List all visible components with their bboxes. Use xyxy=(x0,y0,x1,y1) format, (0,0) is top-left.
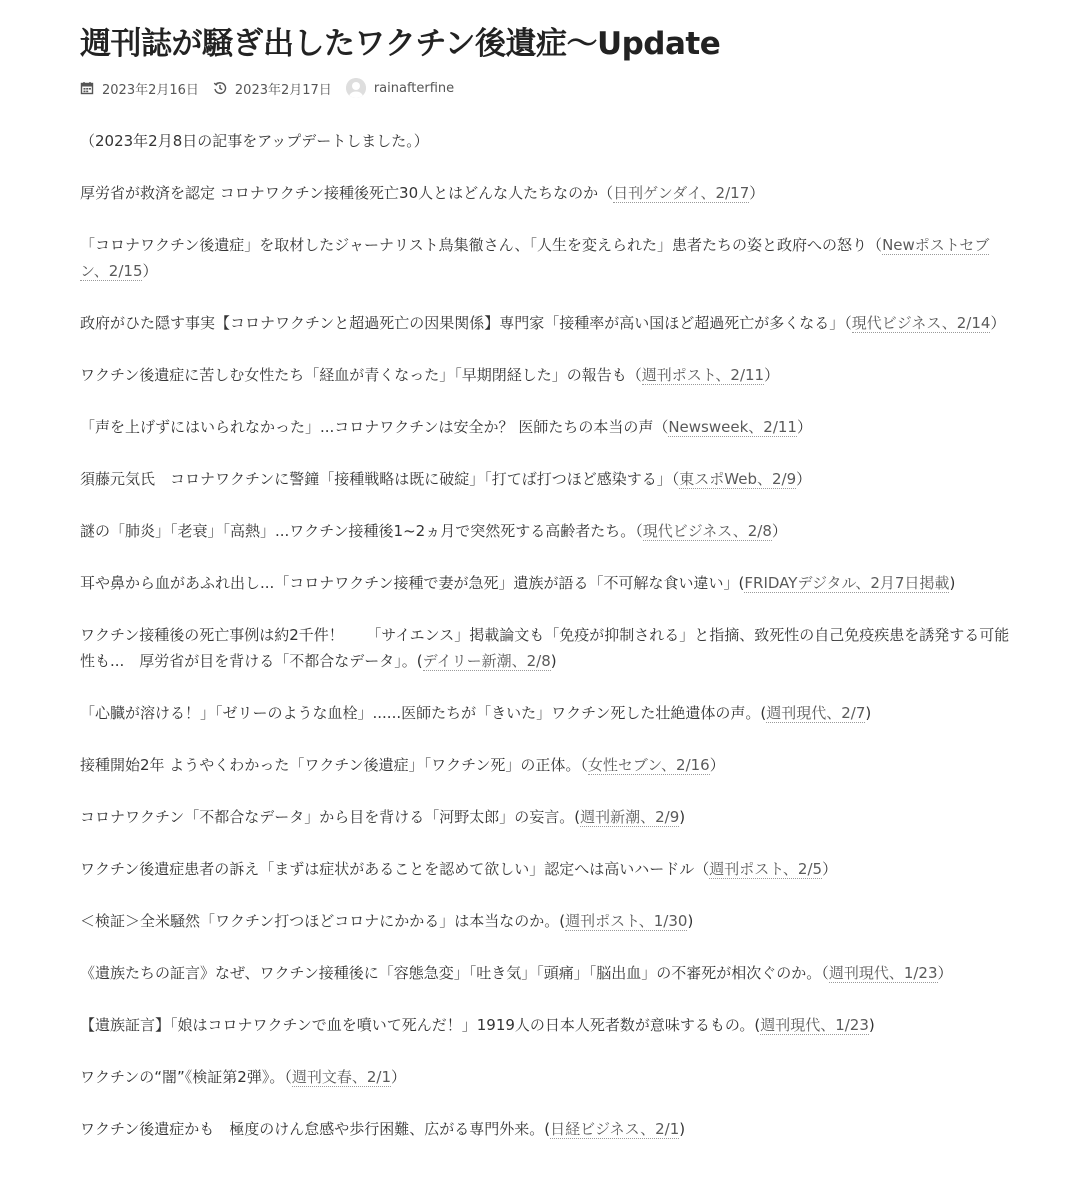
article-paragraph xyxy=(80,518,1012,544)
article-paragraph xyxy=(80,908,1012,934)
source-link[interactable]: 週刊ポスト、2/11 xyxy=(641,366,765,384)
paragraph-tail: ） xyxy=(796,470,812,488)
paragraph-tail: ） xyxy=(764,366,780,384)
article-paragraph xyxy=(80,414,1012,440)
paragraph-text: 【遺族証言】「娘はコロナワクチンで血を噴いて死んだ！」1919人の日本人死者数が意味するもの。( xyxy=(80,1016,761,1034)
paragraph-text: 政府がひた隠す事実【コロナワクチンと超過死亡の因果関係】専門家「接種率が高い国ほど超過死亡が多くなる」（ xyxy=(80,314,852,332)
paragraph-tail: ) xyxy=(550,652,557,670)
updated-date-text: 2023年2月17日 xyxy=(234,82,332,98)
source-link[interactable]: 週刊文春、2/1 xyxy=(291,1068,391,1086)
paragraph-tail: ) xyxy=(679,1120,686,1138)
published-date[interactable] xyxy=(80,79,199,98)
post-meta xyxy=(80,78,468,98)
paragraph-text: ワクチン接種後の死亡事例は約2千件！ 「サイエンス」掲載論文も「免疫が抑制される」と指摘、致死性の自己免疫疾患を誘発する可能性も... 厚労省が目を背ける「不都合なデータ」。( xyxy=(80,626,1010,670)
article-content xyxy=(80,128,1012,1168)
source-link[interactable]: 週刊ポスト、2/5 xyxy=(709,860,823,878)
paragraph-tail: ） xyxy=(822,860,838,878)
article-paragraph xyxy=(80,804,1012,830)
published-date-text: 2023年2月16日 xyxy=(102,82,199,98)
paragraph-text: （2023年2月8日の記事をアップデートしました。） xyxy=(80,132,429,150)
paragraph-text: ワクチン後遺症に苦しむ女性たち「経血が青くなった」「早期閉経した」の報告も（ xyxy=(80,366,642,384)
source-link[interactable]: 週刊新潮、2/9 xyxy=(580,808,680,826)
source-link[interactable]: 日経ビジネス、2/1 xyxy=(550,1120,680,1138)
article-paragraph xyxy=(80,466,1012,492)
paragraph-tail: ) xyxy=(868,1016,875,1034)
paragraph-text: 「心臓が溶ける！」「ゼリーのような血栓」......医師たちが「きいた」ワクチン死した壮絶遺体の声。( xyxy=(80,704,767,722)
paragraph-tail: ） xyxy=(749,184,765,202)
calendar-icon xyxy=(80,81,94,95)
paragraph-tail: ) xyxy=(679,808,686,826)
paragraph-tail: ) xyxy=(865,704,872,722)
paragraph-text: コロナワクチン「不都合なデータ」から目を背ける「河野太郎」の妄言。( xyxy=(80,808,581,826)
paragraph-tail: ) xyxy=(949,574,956,592)
source-link[interactable]: 現代ビジネス、2/8 xyxy=(642,522,772,540)
paragraph-text: 厚労省が救済を認定 コロナワクチン接種後死亡30人とはどんな人たちなのか（ xyxy=(80,184,614,202)
avatar xyxy=(346,78,366,98)
source-link[interactable]: 東スポWeb、2/9 xyxy=(679,470,797,488)
paragraph-text: ワクチンの“闇”《検証第2弾》。（ xyxy=(80,1068,292,1086)
article-paragraph xyxy=(80,362,1012,388)
paragraph-text: 耳や鼻から血があふれ出し...「コロナワクチン接種で妻が急死」遺族が語る「不可解な食い違い」( xyxy=(80,574,745,592)
article-paragraph xyxy=(80,232,1012,284)
author-name: rainafterfine xyxy=(373,80,455,96)
author-link[interactable] xyxy=(346,78,454,98)
article-paragraph xyxy=(80,1012,1012,1038)
paragraph-tail: ） xyxy=(771,522,787,540)
source-link[interactable]: 週刊現代、1/23 xyxy=(760,1016,869,1034)
source-link[interactable]: Newポストセブン、2/15 xyxy=(80,236,990,280)
article-paragraph xyxy=(80,960,1012,986)
paragraph-text: ＜検証＞全米騒然「ワクチン打つほどコロナにかかる」は本当なのか。( xyxy=(80,912,566,930)
article-paragraph xyxy=(80,700,1012,726)
article-paragraph xyxy=(80,856,1012,882)
paragraph-tail: ） xyxy=(796,418,812,436)
paragraph-tail: ） xyxy=(709,756,725,774)
paragraph-tail: ） xyxy=(391,1068,407,1086)
source-link[interactable]: 女性セブン、2/16 xyxy=(587,756,710,774)
source-link[interactable]: 週刊現代、1/23 xyxy=(828,964,938,982)
article-paragraph xyxy=(80,570,1012,596)
article-paragraph xyxy=(80,310,1012,336)
source-link[interactable]: 現代ビジネス、2/14 xyxy=(851,314,991,332)
paragraph-text: ワクチン後遺症患者の訴え「まずは症状があることを認めて欲しい」認定へは高いハードル（ xyxy=(80,860,710,878)
source-link[interactable]: デイリー新潮、2/8 xyxy=(422,652,551,670)
paragraph-text: 接種開始2年 ようやくわかった「ワクチン後遺症」「ワクチン死」の正体。（ xyxy=(80,756,588,774)
source-link[interactable]: 週刊現代、2/7 xyxy=(766,704,866,722)
source-link[interactable]: FRIDAYデジタル、2月7日掲載 xyxy=(744,574,950,592)
article-paragraph xyxy=(80,128,1012,154)
paragraph-tail: ） xyxy=(937,964,953,982)
paragraph-text: 「コロナワクチン後遺症」を取材したジャーナリスト鳥集徹さん、「人生を変えられた」患者たちの姿と政府への怒り（ xyxy=(80,236,883,254)
updated-date[interactable] xyxy=(213,79,332,98)
article-paragraph xyxy=(80,1064,1012,1090)
source-link[interactable]: 週刊ポスト、1/30 xyxy=(565,912,688,930)
paragraph-text: 「声を上げずにはいられなかった」...コロナワクチンは安全か？ 医師たちの本当の声（ xyxy=(80,418,669,436)
paragraph-text: 《遺族たちの証言》なぜ、ワクチン接種後に「容態急変」「吐き気」「頭痛」「脳出血」の不審死が相次ぐのか。（ xyxy=(80,964,829,982)
paragraph-text: 須藤元気氏 コロナワクチンに警鐘「接種戦略は既に破綻」「打てば打つほど感染する」（ xyxy=(80,470,680,488)
paragraph-tail: ) xyxy=(687,912,694,930)
paragraph-tail: ） xyxy=(990,314,1006,332)
article-paragraph xyxy=(80,180,1012,206)
paragraph-text: ワクチン後遺症かも 極度のけん怠感や歩行困難、広がる専門外来。( xyxy=(80,1120,551,1138)
source-link[interactable]: 日刊ゲンダイ、2/17 xyxy=(613,184,750,202)
paragraph-text: 謎の「肺炎」「老衰」「高熱」...ワクチン接種後1~2ヵ月で突然死する高齢者たち。（ xyxy=(80,522,643,540)
source-link[interactable]: Newsweek、2/11 xyxy=(668,418,797,436)
history-icon xyxy=(213,81,227,95)
page-title: 週刊誌が騒ぎ出したワクチン後遺症〜Update xyxy=(80,26,721,62)
article-paragraph xyxy=(80,622,1012,674)
article-paragraph xyxy=(80,752,1012,778)
paragraph-tail: ） xyxy=(142,262,158,280)
article-paragraph xyxy=(80,1116,1012,1142)
